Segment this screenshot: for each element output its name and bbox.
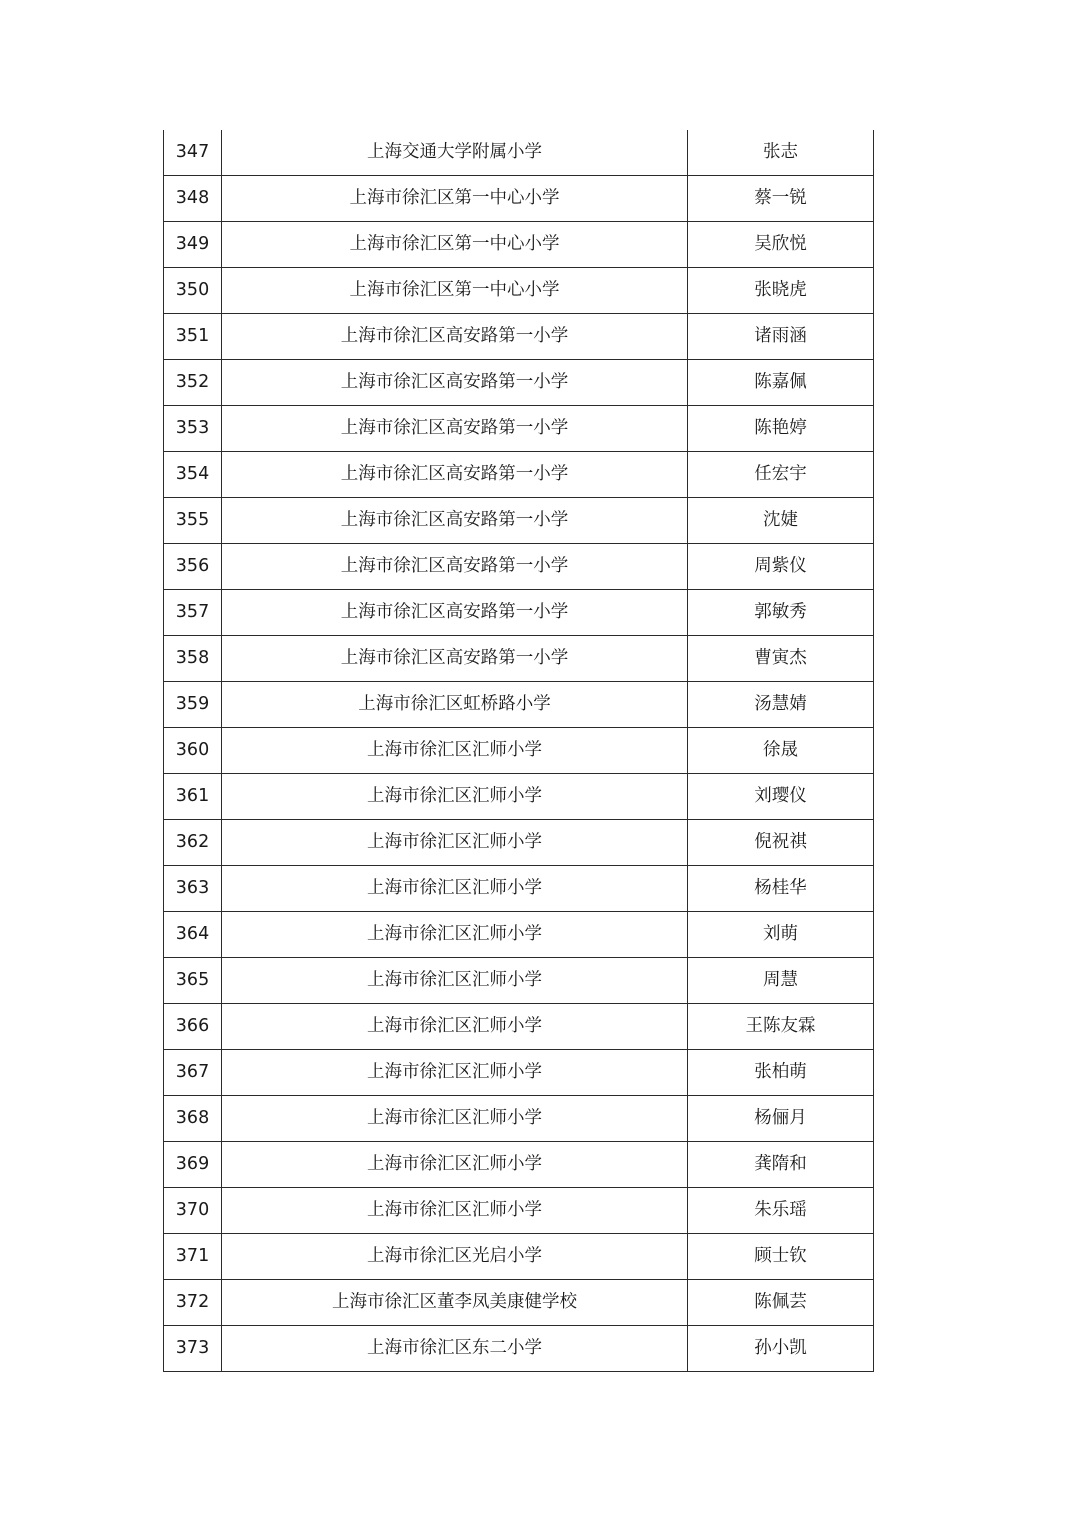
person-name-cell: 张晓虎 [688,268,874,314]
person-name-cell: 刘萌 [688,912,874,958]
school-name-cell: 上海市徐汇区汇师小学 [222,866,688,912]
row-number-cell: 352 [164,360,222,406]
person-name-cell: 吴欣悦 [688,222,874,268]
person-name-cell: 郭敏秀 [688,590,874,636]
row-number-cell: 349 [164,222,222,268]
table-row [164,636,874,682]
row-number-cell: 353 [164,406,222,452]
person-name-cell: 周慧 [688,958,874,1004]
row-number-cell: 365 [164,958,222,1004]
row-number-cell: 372 [164,1280,222,1326]
person-name-cell: 沈婕 [688,498,874,544]
school-name-cell: 上海市徐汇区虹桥路小学 [222,682,688,728]
school-name-cell: 上海市徐汇区高安路第一小学 [222,452,688,498]
table-row [164,406,874,452]
row-number-cell: 356 [164,544,222,590]
row-number-cell: 362 [164,820,222,866]
row-number-cell: 358 [164,636,222,682]
school-name-cell: 上海市徐汇区高安路第一小学 [222,590,688,636]
row-number-cell: 348 [164,176,222,222]
row-number-cell: 354 [164,452,222,498]
table-row [164,774,874,820]
row-number-cell: 364 [164,912,222,958]
person-name-cell: 徐晟 [688,728,874,774]
person-name-cell: 杨俪月 [688,1096,874,1142]
table-row [164,1188,874,1234]
table-row [164,360,874,406]
row-number-cell: 370 [164,1188,222,1234]
school-name-cell: 上海市徐汇区高安路第一小学 [222,314,688,360]
table-row [164,958,874,1004]
school-name-cell: 上海市徐汇区汇师小学 [222,912,688,958]
table-row [164,728,874,774]
school-name-cell: 上海市徐汇区汇师小学 [222,958,688,1004]
school-name-cell: 上海交通大学附属小学 [222,130,688,176]
table-row [164,1050,874,1096]
school-name-cell: 上海市徐汇区第一中心小学 [222,268,688,314]
row-number-cell: 350 [164,268,222,314]
table-row [164,1326,874,1372]
row-number-cell: 367 [164,1050,222,1096]
row-number-cell: 351 [164,314,222,360]
person-name-cell: 顾士钦 [688,1234,874,1280]
table-row [164,1004,874,1050]
row-number-cell: 371 [164,1234,222,1280]
school-name-cell: 上海市徐汇区高安路第一小学 [222,498,688,544]
row-number-cell: 369 [164,1142,222,1188]
roster-table-body [164,130,874,1372]
table-row [164,682,874,728]
table-row [164,866,874,912]
row-number-cell: 360 [164,728,222,774]
school-name-cell: 上海市徐汇区高安路第一小学 [222,360,688,406]
person-name-cell: 张志 [688,130,874,176]
row-number-cell: 347 [164,130,222,176]
table-row [164,1280,874,1326]
person-name-cell: 陈艳婷 [688,406,874,452]
person-name-cell: 陈嘉佩 [688,360,874,406]
school-name-cell: 上海市徐汇区汇师小学 [222,1004,688,1050]
person-name-cell: 诸雨涵 [688,314,874,360]
row-number-cell: 359 [164,682,222,728]
person-name-cell: 刘璎仪 [688,774,874,820]
row-number-cell: 373 [164,1326,222,1372]
school-name-cell: 上海市徐汇区汇师小学 [222,1142,688,1188]
table-row [164,544,874,590]
table-row [164,452,874,498]
table-row [164,176,874,222]
person-name-cell: 倪祝祺 [688,820,874,866]
table-row [164,590,874,636]
school-name-cell: 上海市徐汇区第一中心小学 [222,222,688,268]
person-name-cell: 陈佩芸 [688,1280,874,1326]
table-row [164,268,874,314]
school-name-cell: 上海市徐汇区汇师小学 [222,1188,688,1234]
row-number-cell: 366 [164,1004,222,1050]
person-name-cell: 杨桂华 [688,866,874,912]
school-name-cell: 上海市徐汇区高安路第一小学 [222,636,688,682]
person-name-cell: 王陈友霖 [688,1004,874,1050]
school-name-cell: 上海市徐汇区汇师小学 [222,820,688,866]
person-name-cell: 蔡一锐 [688,176,874,222]
school-name-cell: 上海市徐汇区汇师小学 [222,1096,688,1142]
table-row [164,912,874,958]
table-row [164,130,874,176]
person-name-cell: 朱乐瑶 [688,1188,874,1234]
row-number-cell: 361 [164,774,222,820]
school-name-cell: 上海市徐汇区汇师小学 [222,774,688,820]
school-name-cell: 上海市徐汇区第一中心小学 [222,176,688,222]
school-name-cell: 上海市徐汇区东二小学 [222,1326,688,1372]
row-number-cell: 355 [164,498,222,544]
school-name-cell: 上海市徐汇区高安路第一小学 [222,406,688,452]
school-name-cell: 上海市徐汇区光启小学 [222,1234,688,1280]
table-row [164,498,874,544]
person-name-cell: 龚隋和 [688,1142,874,1188]
person-name-cell: 张柏萌 [688,1050,874,1096]
school-name-cell: 上海市徐汇区董李凤美康健学校 [222,1280,688,1326]
table-row [164,820,874,866]
person-name-cell: 任宏宇 [688,452,874,498]
table-row [164,314,874,360]
person-name-cell: 周紫仪 [688,544,874,590]
row-number-cell: 368 [164,1096,222,1142]
school-name-cell: 上海市徐汇区高安路第一小学 [222,544,688,590]
table-row [164,1096,874,1142]
person-name-cell: 孙小凯 [688,1326,874,1372]
table-row [164,1142,874,1188]
table-row [164,222,874,268]
row-number-cell: 363 [164,866,222,912]
school-name-cell: 上海市徐汇区汇师小学 [222,728,688,774]
roster-table [163,130,874,1372]
person-name-cell: 汤慧婧 [688,682,874,728]
table-row [164,1234,874,1280]
row-number-cell: 357 [164,590,222,636]
school-name-cell: 上海市徐汇区汇师小学 [222,1050,688,1096]
person-name-cell: 曹寅杰 [688,636,874,682]
